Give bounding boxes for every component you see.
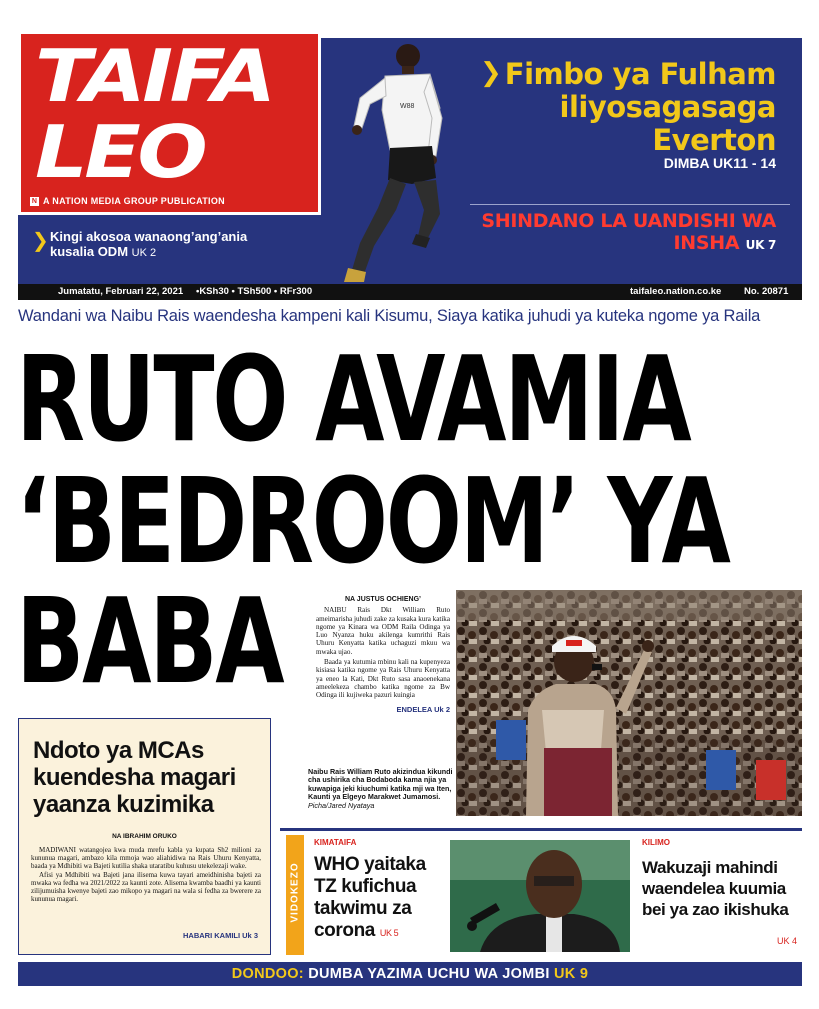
lead-story <box>316 596 450 714</box>
mca-paragraph-1: MADIWANI watangojea kwa muda mrefu kabla ya kupata Sh2 milioni za kununua magari, ambazo kila mmoja wao aliahidiwa na Rais Uhuru Kenyatta, baada ya Mdhibiti wa Bajeti kutilia shaka utaratibu kuhusu utekelezaji wake. <box>31 846 261 871</box>
main-headline-line-3[interactable]: BABA <box>16 572 283 710</box>
vidokezo-label: VIDOKEZO <box>289 862 301 923</box>
mca-byline: NA IBRAHIM ORUKO <box>112 833 177 840</box>
footballer-photo <box>290 38 465 284</box>
tease-fulham-sub: DIMBA UK11 - 14 <box>663 155 776 171</box>
nation-logo-icon: N <box>31 198 38 206</box>
tease-kingi[interactable] <box>32 229 292 261</box>
issue-date: Jumatatu, Februari 22, 2021 <box>58 286 184 297</box>
tease-insha-headline: SHINDANO LA UANDISHI WA INSHA <box>481 210 776 254</box>
kimataifa-label: KIMATAIFA <box>314 838 357 847</box>
lead-paragraph-2: Baada ya kutumia mbinu kali na kupenyeza kisiasa katika ngome ya Rais Uhuru Kenyatta ya eneo la Kati, Dkt Ruto sasa anaoenekana ameelekeza chambo katika ngome za Bw Odinga ili kujiweka pazuri kuingia <box>316 658 450 700</box>
kilimo-headline[interactable]: Wakuzaji mahindi waendelea kuumia bei ya zao ikishuka <box>642 858 789 919</box>
lead-continued[interactable]: ENDELEA Uk 2 <box>396 704 450 714</box>
lead-kicker: Wandani wa Naibu Rais waendesha kampeni kali Kisumu, Siaya katika juhudi ya kuteka ngome ya Raila <box>18 307 761 325</box>
tease-divider <box>470 204 790 205</box>
magufuli-photo <box>450 840 630 952</box>
main-headline-line-2[interactable]: ‘BEDROOM’ YA <box>16 452 729 590</box>
bottom-strip-rule <box>280 828 802 831</box>
main-headline-line-1[interactable]: RUTO AVAMIA <box>16 330 690 468</box>
taifa-leo-logo[interactable] <box>18 31 321 215</box>
website[interactable]: taifaleo.nation.co.ke <box>630 286 722 297</box>
publication-tagline <box>30 196 225 206</box>
caption-text: Naibu Rais William Ruto akizindua kikundi cha ushirika cha Bodaboda kama njia ya kuwapiga jeki kiuchumi katika mji wa Iten, Kaunti ya Elgeyo Marakwet Jumamosi. <box>308 767 453 802</box>
who-story[interactable] <box>314 854 444 944</box>
dondoo-text: DUMBA YAZIMA UCHU WA JOMBI <box>308 966 550 982</box>
chevron-right-icon: ❯ <box>480 58 502 88</box>
rally-photo-caption <box>308 768 453 810</box>
lead-paragraph-1: NAIBU Rais Dkt William Ruto ameimarisha juhudi zake za kusaka kura katika ngome ya Kinara wa ODM Raila Odinga ya Luo Nyanza huku akilenga kumrithi Rais Uhuru Kenyatta katika uchaguzi mkuu wa mwaka ujao. <box>316 606 450 656</box>
mca-body <box>31 846 261 903</box>
publication-text: A NATION MEDIA GROUP PUBLICATION <box>43 196 225 206</box>
logo-word-taifa: TAIFA <box>35 34 273 118</box>
dondoo-label: DONDOO: <box>231 966 304 982</box>
photo-credit: Picha/Jared Nyataya <box>308 800 375 810</box>
mca-more-link[interactable]: HABARI KAMILI Uk 3 <box>182 931 258 940</box>
issue-number: No. 20871 <box>744 286 789 297</box>
tease-insha[interactable] <box>480 210 776 256</box>
tease-kingi-page: UK 2 <box>131 247 157 259</box>
kilimo-page: UK 4 <box>776 936 797 946</box>
mca-headline: Ndoto ya MCAs kuendesha magari yaanza kuzimika <box>33 737 236 818</box>
tease-kingi-text: Kingi akosoa wanaong’ang’ania kusalia ODM <box>50 229 248 259</box>
date-bar <box>18 284 802 300</box>
dondoo-bar[interactable] <box>18 962 802 986</box>
tease-fulham[interactable] <box>480 58 776 171</box>
lead-byline: NA JUSTUS OCHIENG’ <box>345 596 421 603</box>
cover-prices: •KSh30 • TSh500 • RFr300 <box>196 286 313 297</box>
who-headline: WHO yaitaka TZ kufichua takwimu za corona <box>314 854 426 941</box>
tease-insha-page: UK 7 <box>745 238 776 252</box>
logo-word-leo: LEO <box>35 110 205 194</box>
dondoo-page: UK 9 <box>554 966 589 982</box>
mca-story-box[interactable] <box>18 718 271 955</box>
vidokezo-tab <box>286 835 304 955</box>
who-page: UK 5 <box>379 928 399 938</box>
chevron-right-icon: ❯ <box>32 228 49 252</box>
tease-fulham-headline: Fimbo ya Fulham iliyosagasaga Everton <box>504 57 776 157</box>
svg-text:W88: W88 <box>400 103 415 110</box>
rally-photo <box>456 590 802 816</box>
kilimo-label: KILIMO <box>642 838 670 847</box>
mca-paragraph-2: Afisi ya Mdhibiti wa Bajeti jana ilisema kuwa tayari ameidhinisha bajeti za mwaka wa fedha wa 2021/2022 za kaunti zote. Alisema kwamba baadhi ya kaunti zilijumuisha kwenye bajeti zao mikopo ya magari na wala si fedha za bwerere za kununua magari. <box>31 870 261 904</box>
